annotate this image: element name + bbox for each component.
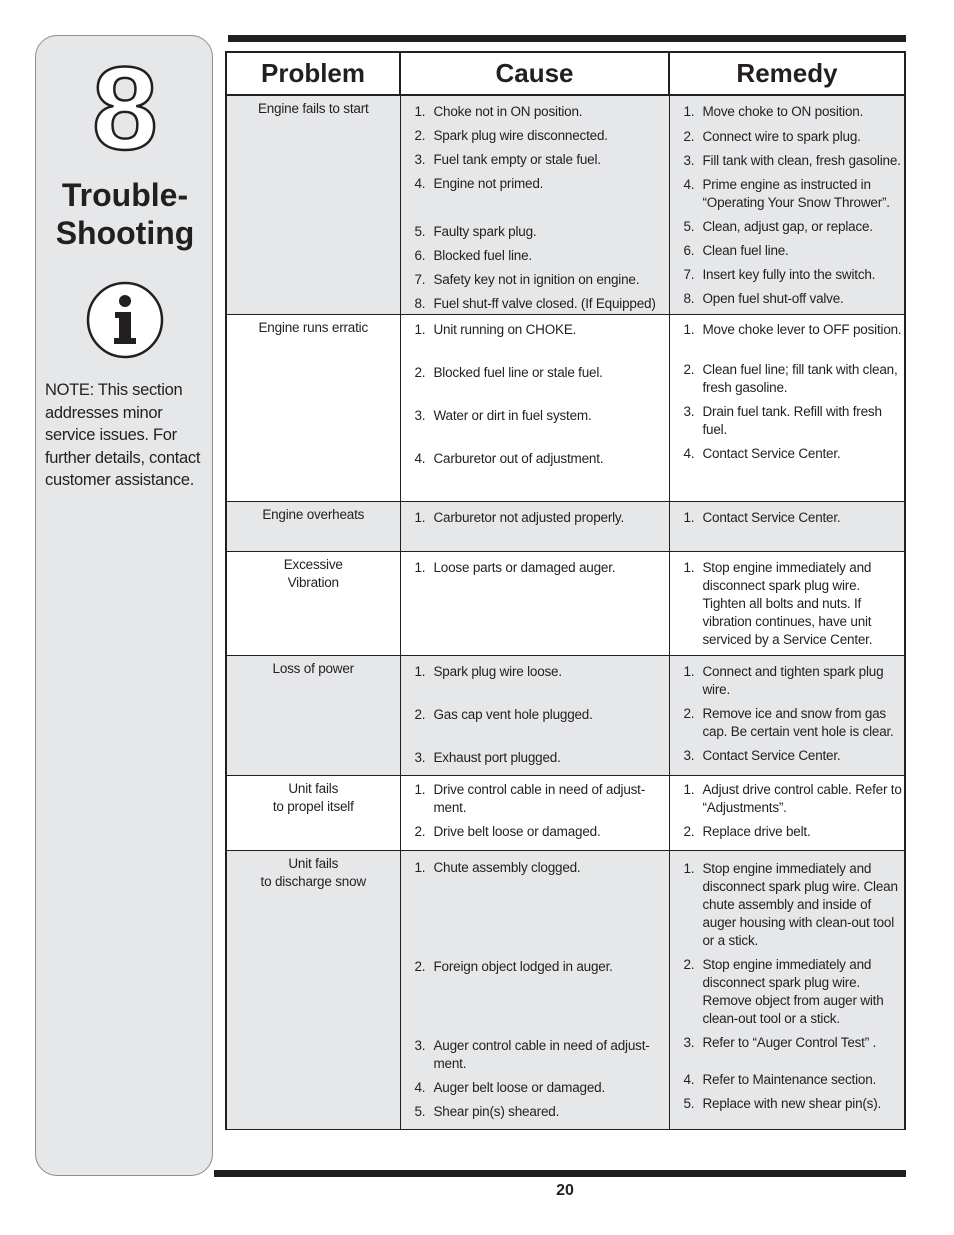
cause-list <box>401 321 669 468</box>
remedy-item <box>670 321 905 339</box>
remedy-list <box>670 781 905 841</box>
remedy-item <box>670 242 905 260</box>
remedy-item <box>670 781 905 817</box>
cause-item <box>401 321 669 339</box>
remedy-item-text: Clean fuel line; fill tank with clean, fresh gasoline. <box>702 361 898 395</box>
cause-item-text: Drive belt loose or damaged. <box>433 823 601 839</box>
problem-cell <box>226 501 400 551</box>
remedy-item-number: 3. <box>683 1034 695 1050</box>
cause-item <box>401 823 669 841</box>
cause-item-text: Faulty spark plug. <box>433 224 537 239</box>
remedy-item <box>670 956 905 1028</box>
table-row <box>226 95 905 314</box>
remedy-item <box>670 128 905 146</box>
section-title <box>36 176 214 252</box>
remedy-item-text: Connect wire to spark plug. <box>702 129 861 144</box>
remedy-item <box>670 290 905 308</box>
cause-item <box>401 1037 669 1073</box>
remedy-list <box>670 321 905 463</box>
cause-item <box>401 407 669 425</box>
remedy-item-number: 7. <box>683 267 695 282</box>
problem-text: Unit fails to discharge snow <box>260 855 366 889</box>
cause-item <box>401 364 669 382</box>
problem-cell <box>226 655 400 775</box>
remedy-item <box>670 103 905 121</box>
cause-item-number: 3. <box>414 1037 426 1053</box>
top-rule <box>228 35 906 42</box>
cause-item <box>401 706 669 724</box>
remedy-item-text: Move choke lever to OFF position. <box>702 321 902 337</box>
cause-item <box>401 781 669 817</box>
cause-item-text: Unit running on CHOKE. <box>433 321 577 337</box>
remedy-item-number: 1. <box>683 321 695 337</box>
cause-item-number: 1. <box>414 321 426 337</box>
cause-item-text: Loose parts or damaged auger. <box>433 559 616 575</box>
remedy-cell <box>669 655 905 775</box>
remedy-item-text: Refer to Maintenance section. <box>702 1071 877 1087</box>
remedy-item-number: 1. <box>683 663 695 679</box>
cause-item-text: Chute assembly clogged. <box>433 859 581 875</box>
cause-item <box>401 509 669 527</box>
cause-item-number: 3. <box>414 407 426 423</box>
remedy-list <box>670 103 905 308</box>
remedy-item-number: 3. <box>683 403 695 419</box>
cause-item-text: Auger belt loose or damaged. <box>433 1079 606 1095</box>
remedy-item <box>670 176 905 212</box>
remedy-item-text: Contact Service Center. <box>702 445 841 461</box>
cause-item <box>401 1079 669 1097</box>
section-title-line2: Shooting <box>55 215 195 251</box>
remedy-item-text: Insert key fully into the switch. <box>702 267 876 282</box>
cause-item-number: 2. <box>414 823 426 839</box>
cause-cell <box>400 850 669 1129</box>
cause-item <box>401 175 669 193</box>
remedy-item-text: Clean fuel line. <box>702 243 789 258</box>
cause-item-number: 4. <box>414 176 426 191</box>
cause-cell <box>400 314 669 501</box>
table-row <box>226 655 905 775</box>
troubleshooting-table <box>225 51 906 1130</box>
remedy-item <box>670 403 905 439</box>
remedy-item <box>670 152 905 170</box>
remedy-item-number: 5. <box>683 219 695 234</box>
cause-item-number: 6. <box>414 248 426 263</box>
problem-text: Excessive Vibration <box>283 556 343 590</box>
cause-cell <box>400 95 669 314</box>
remedy-item-text: Open fuel shut-off valve. <box>702 291 844 306</box>
remedy-cell <box>669 501 905 551</box>
remedy-item-number: 1. <box>683 509 695 525</box>
cause-item-number: 1. <box>414 509 426 525</box>
cause-item <box>401 859 669 877</box>
problem-text: Loss of power <box>272 660 354 676</box>
remedy-item-text: Clean, adjust gap, or replace. <box>702 219 873 234</box>
cause-item-text: Shear pin(s) sheared. <box>433 1103 560 1119</box>
table-header-row <box>226 52 905 95</box>
header-cause: Cause <box>400 52 669 95</box>
remedy-item <box>670 218 905 236</box>
remedy-item-number: 4. <box>683 1071 695 1087</box>
remedy-item <box>670 509 905 527</box>
remedy-item-text: Replace with new shear pin(s). <box>702 1095 882 1111</box>
cause-item-text: Engine not primed. <box>433 176 544 191</box>
problem-cell <box>226 551 400 655</box>
table-row <box>226 850 905 1129</box>
problem-text: Unit fails to propel itself <box>272 780 354 814</box>
remedy-item-text: Refer to “Auger Control Test” . <box>702 1034 877 1050</box>
remedy-item-number: 4. <box>683 177 695 192</box>
cause-list <box>401 509 669 527</box>
cause-item-text: Spark plug wire disconnected. <box>433 128 608 143</box>
cause-item-text: Safety key not in ignition on engine. <box>433 272 640 287</box>
remedy-item-number: 2. <box>683 705 695 721</box>
cause-item <box>401 559 669 577</box>
remedy-item <box>670 705 905 741</box>
problem-cell <box>226 95 400 314</box>
remedy-item-text: Fill tank with clean, fresh gasoline. <box>702 153 901 168</box>
cause-cell <box>400 775 669 850</box>
table-body <box>226 95 905 1129</box>
chapter-number: 8 <box>92 43 158 175</box>
remedy-item-text: Replace drive belt. <box>702 823 811 839</box>
cause-item-number: 2. <box>414 958 426 974</box>
cause-cell <box>400 551 669 655</box>
cause-list <box>401 781 669 841</box>
cause-item-number: 1. <box>414 781 426 797</box>
cause-item <box>401 1103 669 1121</box>
remedy-cell <box>669 95 905 314</box>
cause-item-text: Foreign object lodged in auger. <box>433 958 613 974</box>
table-row <box>226 775 905 850</box>
cause-item-number: 3. <box>414 749 426 765</box>
remedy-item <box>670 663 905 699</box>
cause-item <box>401 151 669 169</box>
cause-item-number: 4. <box>414 1079 426 1095</box>
cause-item-text: Exhaust port plugged. <box>433 749 561 765</box>
remedy-item <box>670 1034 905 1052</box>
remedy-item <box>670 1071 905 1089</box>
cause-item-text: Choke not in ON position. <box>433 104 583 119</box>
cause-item <box>401 271 669 289</box>
cause-list <box>401 859 669 1121</box>
remedy-item-text: Stop engine immediately and disconnect spark plug wire. Tighten all bolts and nuts. If vibration continues, have unit serviced by a Service Center. <box>702 559 873 647</box>
remedy-item-text: Prime engine as instructed in “Operating Your Snow Thrower”. <box>702 177 890 210</box>
cause-item-number: 5. <box>414 1103 426 1119</box>
cause-item-number: 1. <box>414 559 426 575</box>
table-row <box>226 314 905 501</box>
problem-cell <box>226 850 400 1129</box>
remedy-item-number: 4. <box>683 445 695 461</box>
cause-item <box>401 223 669 241</box>
problem-text: Engine fails to start <box>257 101 369 116</box>
info-icon <box>86 281 164 359</box>
cause-item <box>401 103 669 121</box>
cause-item-number: 3. <box>414 152 426 167</box>
remedy-list <box>670 663 905 765</box>
remedy-item <box>670 559 905 649</box>
cause-item-text: Blocked fuel line. <box>433 248 532 263</box>
remedy-item-text: Contact Service Center. <box>702 509 841 525</box>
remedy-cell <box>669 314 905 501</box>
problem-cell <box>226 775 400 850</box>
cause-item-number: 8. <box>414 296 426 311</box>
remedy-item-number: 1. <box>683 860 695 876</box>
cause-list <box>401 663 669 767</box>
cause-item-number: 2. <box>414 706 426 722</box>
cause-item-text: Blocked fuel line or stale fuel. <box>433 364 603 380</box>
table-row <box>226 501 905 551</box>
cause-item <box>401 663 669 681</box>
problem-text: Engine runs erratic <box>258 319 368 335</box>
section-title-line1: Trouble- <box>61 177 189 213</box>
remedy-list <box>670 559 905 649</box>
remedy-item-text: Move choke to ON position. <box>702 104 864 119</box>
remedy-item-number: 6. <box>683 243 695 258</box>
cause-cell <box>400 501 669 551</box>
cause-item-number: 4. <box>414 450 426 466</box>
remedy-item <box>670 266 905 284</box>
remedy-item-text: Connect and tighten spark plug wire. <box>702 663 884 697</box>
remedy-item-number: 5. <box>683 1095 695 1111</box>
chapter-sidebar <box>35 35 213 1176</box>
remedy-item <box>670 1095 905 1113</box>
remedy-item-text: Remove ice and snow from gas cap. Be certain vent hole is clear. <box>702 705 894 739</box>
cause-item-number: 1. <box>414 663 426 679</box>
cause-item-number: 7. <box>414 272 426 287</box>
remedy-item-number: 2. <box>683 956 695 972</box>
cause-list <box>401 559 669 577</box>
header-remedy: Remedy <box>669 52 905 95</box>
cause-item <box>401 295 669 313</box>
problem-text: Engine overheats <box>262 506 365 522</box>
cause-item-text: Auger control cable in need of adjust-ment. <box>433 1037 650 1071</box>
remedy-item-number: 3. <box>683 747 695 763</box>
remedy-item-text: Drain fuel tank. Refill with fresh fuel. <box>702 403 882 437</box>
page-number: 20 <box>556 1182 574 1199</box>
cause-item-text: Drive control cable in need of adjust-ment. <box>433 781 646 815</box>
remedy-cell <box>669 850 905 1129</box>
remedy-item-number: 1. <box>683 104 695 119</box>
cause-item <box>401 749 669 767</box>
remedy-item-number: 8. <box>683 291 695 306</box>
cause-item-text: Spark plug wire loose. <box>433 663 562 679</box>
remedy-cell <box>669 775 905 850</box>
cause-item <box>401 247 669 265</box>
remedy-item-number: 1. <box>683 559 695 575</box>
remedy-item <box>670 361 905 397</box>
remedy-item-text: Adjust drive control cable. Refer to “Adjustments”. <box>702 781 902 815</box>
remedy-item-text: Stop engine immediately and disconnect spark plug wire. Clean chute assembly and inside of auger housing with clean-out tool or a stick. <box>702 860 898 948</box>
cause-item <box>401 958 669 976</box>
cause-item-text: Fuel tank empty or stale fuel. <box>433 152 601 167</box>
bottom-rule <box>214 1170 906 1177</box>
remedy-item <box>670 860 905 950</box>
section-note: NOTE: This section addresses minor service issues. For further details, contact customer assistance. <box>45 381 201 489</box>
remedy-item-number: 1. <box>683 781 695 797</box>
problem-cell <box>226 314 400 501</box>
cause-item <box>401 127 669 145</box>
cause-item-text: Carburetor out of adjustment. <box>433 450 604 466</box>
cause-item <box>401 450 669 468</box>
cause-item-number: 2. <box>414 364 426 380</box>
cause-item-text: Fuel shut-ff valve closed. (If Equipped) <box>433 296 656 311</box>
remedy-list <box>670 509 905 527</box>
remedy-item <box>670 747 905 765</box>
cause-cell <box>400 655 669 775</box>
cause-item-number: 2. <box>414 128 426 143</box>
remedy-item <box>670 445 905 463</box>
cause-item-text: Water or dirt in fuel system. <box>433 407 592 423</box>
remedy-item-number: 2. <box>683 361 695 377</box>
remedy-item-number: 2. <box>683 823 695 839</box>
remedy-item-number: 2. <box>683 129 695 144</box>
remedy-item-text: Contact Service Center. <box>702 747 841 763</box>
cause-item-number: 5. <box>414 224 426 239</box>
cause-item-number: 1. <box>414 104 426 119</box>
remedy-list <box>670 860 905 1113</box>
cause-item-number: 1. <box>414 859 426 875</box>
remedy-item-text: Stop engine immediately and disconnect spark plug wire. Remove object from auger with clean-out tool or a stick. <box>702 956 884 1026</box>
cause-item-text: Carburetor not adjusted properly. <box>433 509 625 525</box>
table-row <box>226 551 905 655</box>
remedy-item-number: 3. <box>683 153 695 168</box>
cause-list <box>401 103 669 313</box>
header-problem: Problem <box>226 52 400 95</box>
cause-item-text: Gas cap vent hole plugged. <box>433 706 593 722</box>
remedy-cell <box>669 551 905 655</box>
remedy-item <box>670 823 905 841</box>
